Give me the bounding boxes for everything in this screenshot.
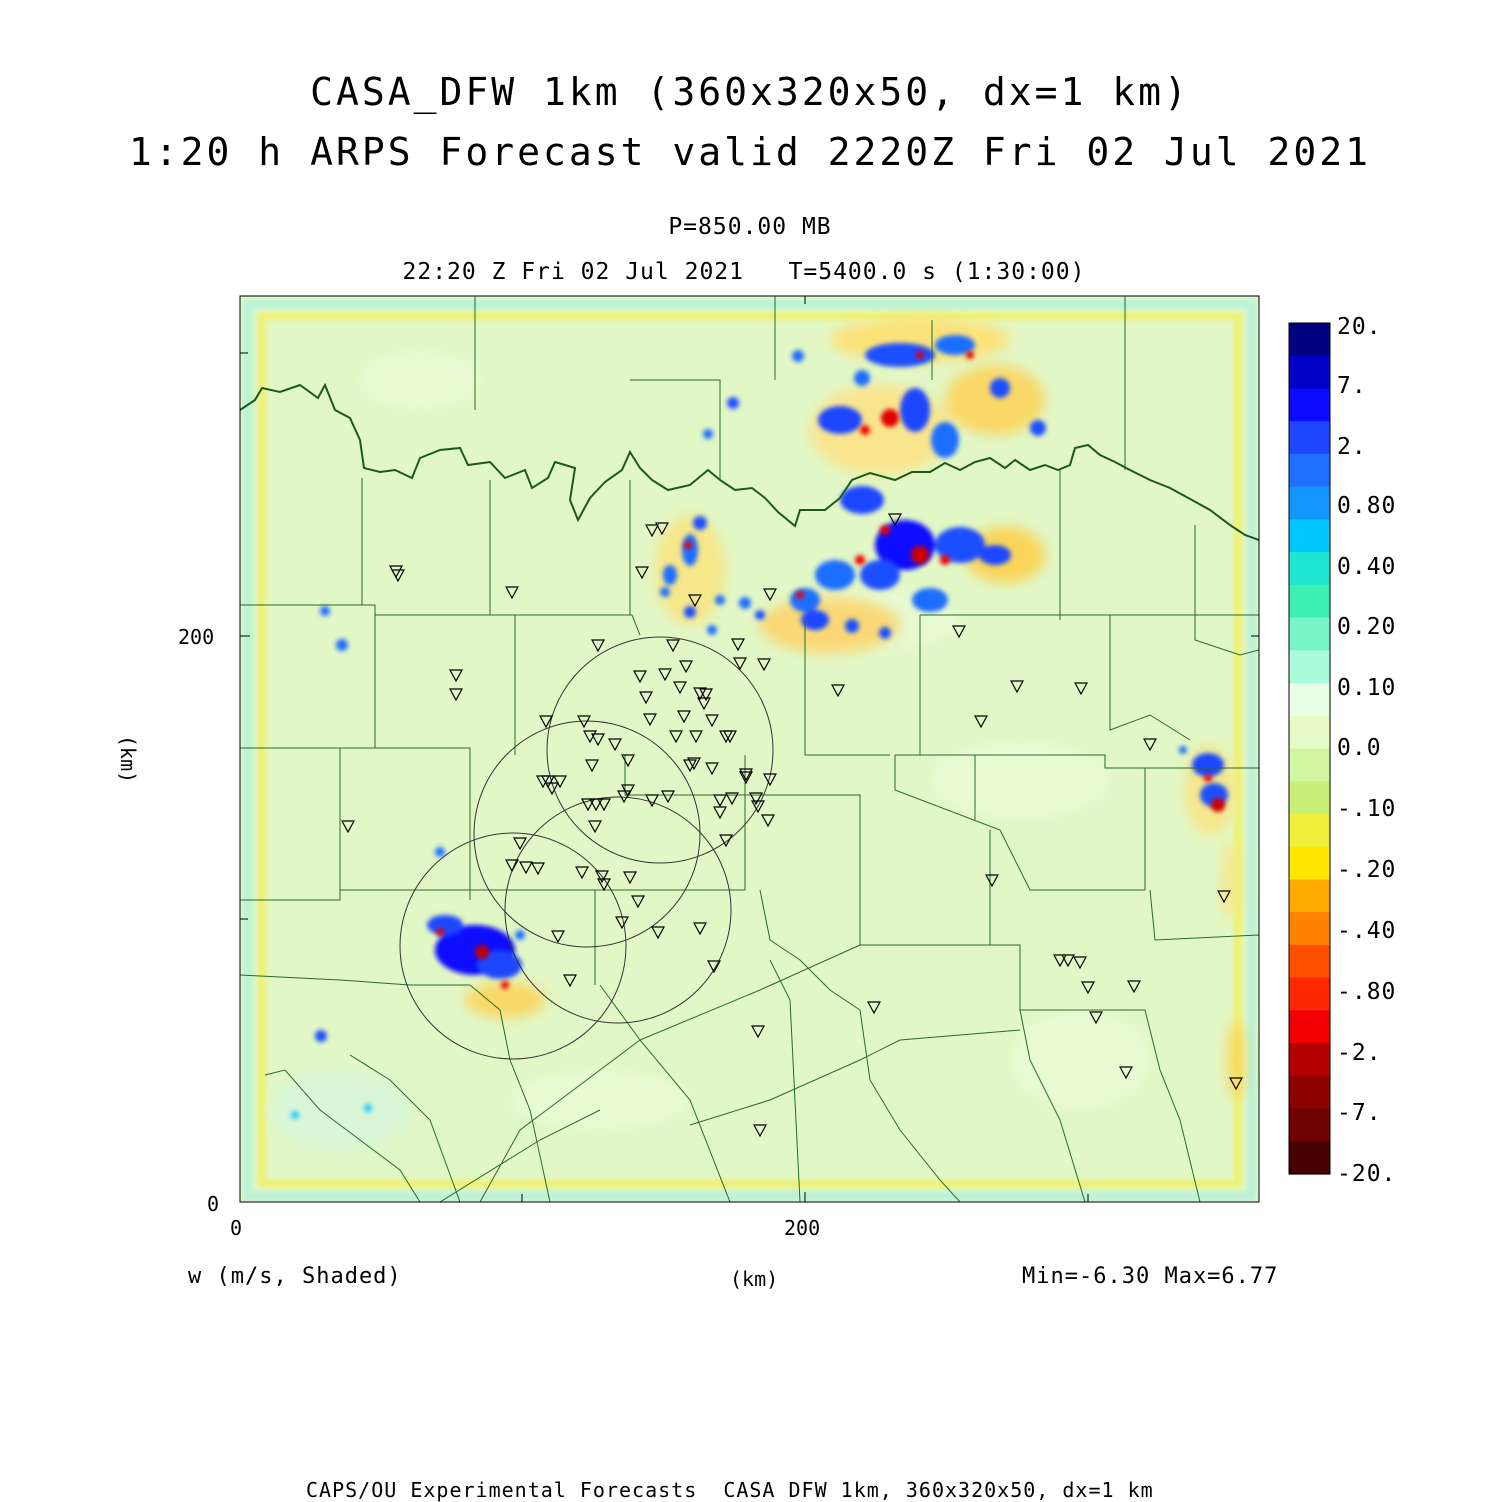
colorbar-swatch: [1289, 814, 1330, 847]
cb-label-8: -.10: [1337, 796, 1397, 822]
cb-label-12: -2.: [1337, 1040, 1382, 1066]
map-area: [240, 296, 1259, 1202]
title-line-1: CASA_DFW 1km (360x320x50, dx=1 km): [310, 70, 1190, 114]
y-tick-200: 200: [178, 625, 215, 649]
cb-label-3: 0.80: [1337, 493, 1397, 519]
x-tick-0: 0: [230, 1216, 243, 1240]
cb-label-5: 0.20: [1337, 614, 1397, 640]
x-axis-label: (km): [730, 1267, 779, 1291]
colorbar-swatch: [1289, 1109, 1330, 1142]
y-tick-0: 0: [207, 1192, 220, 1216]
colorbar-swatch: [1289, 879, 1330, 912]
cb-label-11: -.80: [1337, 979, 1397, 1005]
min-max-label: Min=-6.30 Max=6.77: [1022, 1264, 1279, 1289]
colorbar-swatch: [1289, 487, 1330, 520]
colorbar-swatch: [1289, 912, 1330, 945]
title-line-2: 1:20 h ARPS Forecast valid 2220Z Fri 02 Jul 2021: [128, 130, 1372, 174]
footer-credit: CAPS/OU Experimental Forecasts CASA DFW 1km, 360x320x50, dx=1 km: [306, 1478, 1154, 1502]
cb-label-2: 2.: [1337, 434, 1367, 460]
cb-label-4: 0.40: [1337, 554, 1397, 580]
valid-time: 22:20 Z Fri 02 Jul 2021 T=5400.0 s (1:30:00): [402, 259, 1086, 285]
cb-label-14: -20.: [1337, 1161, 1397, 1187]
cb-label-9: -.20: [1337, 857, 1397, 883]
colorbar: [1289, 323, 1330, 1175]
variable-label: w (m/s, Shaded): [188, 1264, 402, 1289]
cb-label-0: 20.: [1337, 314, 1382, 340]
colorbar-swatch: [1289, 323, 1330, 356]
colorbar-swatch: [1289, 716, 1330, 749]
colorbar-swatch: [1289, 1141, 1330, 1174]
colorbar-swatch: [1289, 421, 1330, 454]
cb-label-1: 7.: [1337, 373, 1367, 399]
colorbar-swatch: [1289, 847, 1330, 880]
x-tick-200: 200: [784, 1216, 821, 1240]
colorbar-swatch: [1289, 683, 1330, 716]
y-axis-label: (km): [116, 735, 140, 784]
cb-label-7: 0.0: [1337, 735, 1382, 761]
cb-label-10: -.40: [1337, 918, 1397, 944]
cb-label-6: 0.10: [1337, 675, 1397, 701]
colorbar-swatch: [1289, 945, 1330, 978]
colorbar-swatch: [1289, 618, 1330, 651]
colorbar-swatch: [1289, 519, 1330, 552]
colorbar-swatch: [1289, 585, 1330, 618]
colorbar-swatch: [1289, 1043, 1330, 1076]
pressure-level: P=850.00 MB: [668, 214, 832, 240]
colorbar-swatch: [1289, 650, 1330, 683]
colorbar-swatch: [1289, 1010, 1330, 1043]
colorbar-swatch: [1289, 356, 1330, 389]
cb-label-13: -7.: [1337, 1100, 1382, 1126]
colorbar-swatch: [1289, 388, 1330, 421]
colorbar-swatch: [1289, 1076, 1330, 1109]
colorbar-swatch: [1289, 552, 1330, 585]
colorbar-swatch: [1289, 454, 1330, 487]
colorbar-swatch: [1289, 781, 1330, 814]
colorbar-swatch: [1289, 749, 1330, 782]
colorbar-swatch: [1289, 978, 1330, 1011]
